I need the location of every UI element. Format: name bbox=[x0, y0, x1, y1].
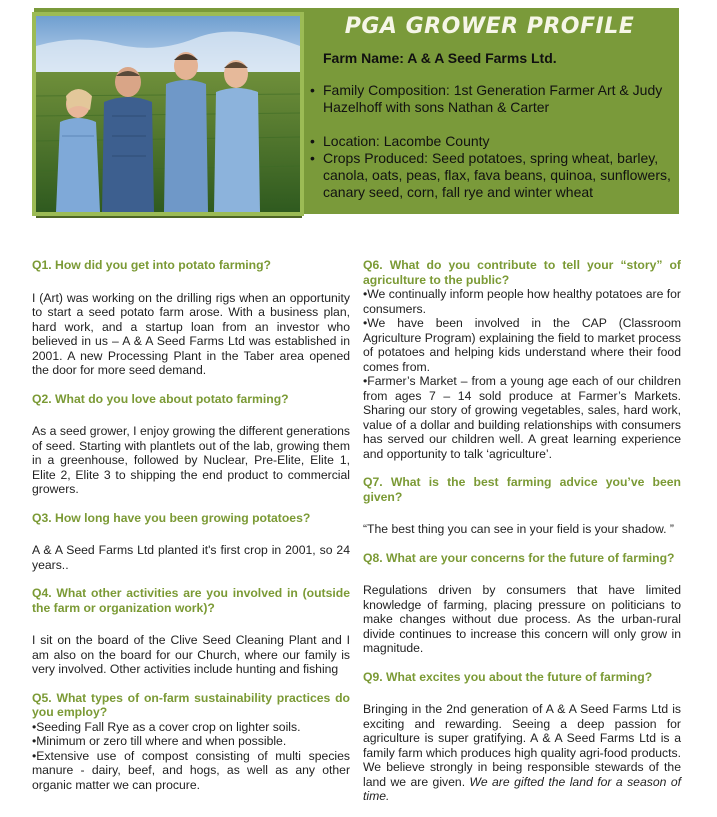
crops-produced: • Crops Produced: Seed potatoes, spring wheat, barley, canola, oats, peas, flax, fava beans, quinoa, sunflowers, canary seed, corn, fall rye and winter wheat bbox=[310, 150, 675, 201]
answer-6-item: •Farmer’s Market – from a young age each of our children from ages 7 – 14 sold produce at Farmer’s Markets. Sharing our story of growing vegetables, sales, hard work, value of a dollar and building relationships with consumers has served our children well. A great learning experience and opportunity to talk ‘agriculture’. bbox=[363, 374, 681, 461]
question-2: Q2. What do you love about potato farming? bbox=[32, 391, 289, 406]
family-photo-illustration bbox=[36, 16, 300, 212]
question-7: Q7. What is the best farming advice you’ve been given? bbox=[363, 475, 681, 504]
question-9: Q9. What excites you about the future of farming? bbox=[363, 669, 653, 684]
answer-6-item: •We continually inform people how healthy potatoes are for consumers. bbox=[363, 287, 681, 316]
farm-name: Farm Name: A & A Seed Farms Ltd. bbox=[323, 50, 557, 66]
right-column bbox=[363, 258, 681, 804]
answer-9-text: Bringing in the 2nd generation of A & A Seed Farms Ltd is exciting and rewarding. Seeing a deep passion for agriculture is super gratifying. A & A Seed Farms Ltd is a family farm which produces high quality agri-food products. We believe strongly in being responsible stewards of the land we are given. bbox=[363, 702, 681, 789]
question-3: Q3. How long have you been growing potatoes? bbox=[32, 510, 311, 525]
answer-6-item: •We have been involved in the CAP (Classroom Agriculture Program) explaining the field to market process of potatoes and helping kids understand where their food comes from. bbox=[363, 316, 681, 374]
answer-9-italic: We are gifted the land for a season of time. bbox=[363, 774, 681, 803]
answer-9 bbox=[363, 702, 681, 804]
family-photo bbox=[32, 12, 304, 216]
question-4: Q4. What other activities are you involved in (outside the farm or organization work)? bbox=[32, 586, 350, 615]
answer-2: As a seed grower, I enjoy growing the different generations of seed. Starting with plantlets out of the lab, growing them in a greenhouse, followed by Nuclear, Pre-Elite, Elite 1, Elite 2, Elite 3 to shipping the end product to commercial growers. bbox=[32, 424, 350, 496]
answer-8: Regulations driven by consumers that have limited knowledge of farming, placing pressure on politicians to make changes without due process. As the urban-rural divide continues to increase this concern will only grow in magnitude. bbox=[363, 583, 681, 655]
left-column bbox=[32, 258, 350, 792]
profile-title: PGA GROWER PROFILE bbox=[344, 14, 635, 39]
family-composition: • Family Composition: 1st Generation Farmer Art & Judy Hazelhoff with sons Nathan & Carter bbox=[310, 82, 675, 116]
answer-4: I sit on the board of the Clive Seed Cleaning Plant and I am also on the board for our Church, where our family is very involved. Other activities include hunting and fishing bbox=[32, 633, 350, 676]
answer-3: A & A Seed Farms Ltd planted it's first crop in 2001, so 24 years.. bbox=[32, 543, 350, 572]
answer-1: I (Art) was working on the drilling rigs when an opportunity to start a seed potato farm arose. With a business plan, hard work, and a startup loan from an investor who believed in us – A & A Seed Farms Ltd was established in 2001. A new Processing Plant in the Taber area opened the door for more seed demand. bbox=[32, 290, 350, 377]
location: • Location: Lacombe County bbox=[310, 133, 675, 150]
answer-5-item: •Seeding Fall Rye as a cover crop on lighter soils. bbox=[32, 719, 301, 734]
question-1: Q1. How did you get into potato farming? bbox=[32, 258, 271, 272]
profile-facts bbox=[310, 82, 675, 201]
answer-5-item: •Extensive use of compost consisting of multi species manure - dairy, beef, and hogs, as well as any other organic matter we can procure. bbox=[32, 748, 350, 792]
answer-7: “The best thing you can see in your field is your shadow. ” bbox=[363, 522, 674, 536]
question-8: Q8. What are your concerns for the future of farming? bbox=[363, 550, 675, 565]
question-5: Q5. What types of on-farm sustainability practices do you employ? bbox=[32, 690, 350, 719]
answer-5-item: •Minimum or zero till where and when possible. bbox=[32, 734, 287, 748]
question-6: Q6. What do you contribute to tell your “story” of agriculture to the public? bbox=[363, 258, 681, 287]
